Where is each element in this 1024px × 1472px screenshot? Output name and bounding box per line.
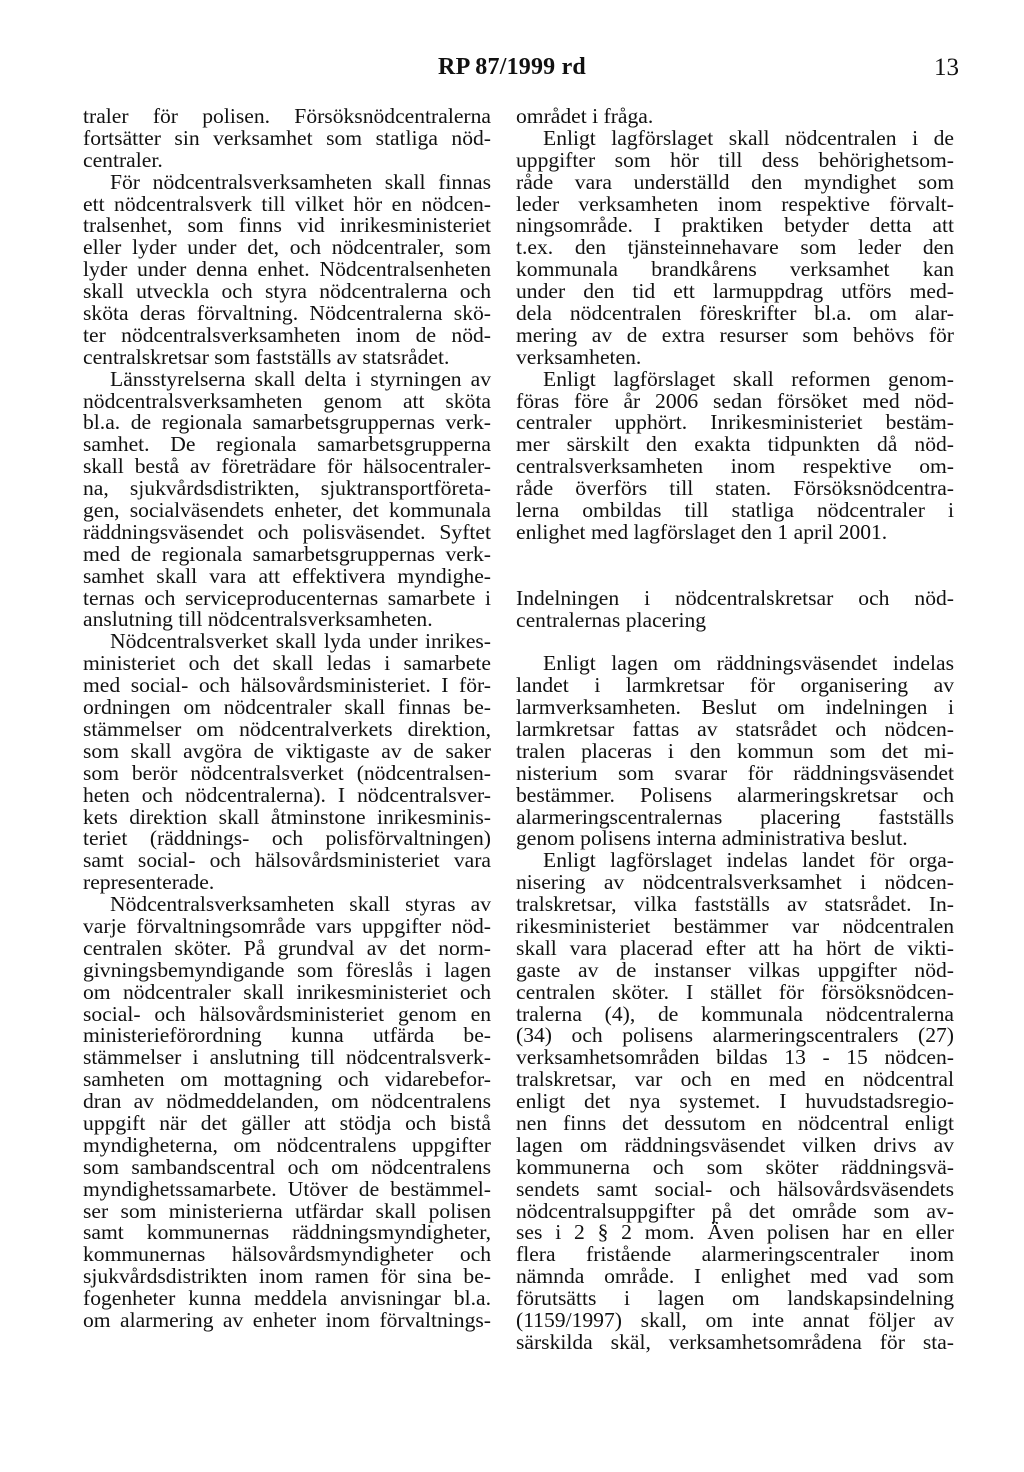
text-line: lerna ombildas till statliga nödcentraler i	[516, 498, 954, 523]
text-line: ministeriet och det skall ledas i samarbete	[83, 651, 491, 676]
text-line: Enligt lagförslaget skall reformen genom-	[543, 366, 954, 391]
text-line: ett nödcentralsverk till vilket hör en nödcen-	[83, 191, 491, 216]
text-line: traler för polisen. Försöksnödcentralerna	[83, 104, 491, 128]
text-line: skall utveckla och styra nödcentralerna och	[83, 279, 491, 304]
text-line: Enligt lagförslaget indelas landet för orga-	[543, 848, 954, 873]
text-line: gen, socialväsendets enheter, det kommunala	[83, 498, 491, 523]
text-line: myndighetssamarbete. Utöver de bestämmel-	[83, 1176, 491, 1201]
text-line: centralen sköter. På grundval av det norm-	[83, 935, 491, 960]
text-line: varje förvaltningsområde vars uppgifter nöd-	[83, 913, 491, 938]
text-line: tralskretsar, var och en med en nödcentral	[516, 1067, 954, 1092]
text-line: heten och nödcentralerna). I nödcentralsver-	[83, 782, 491, 807]
text-line: tralen placeras i den kommun som det mi-	[516, 738, 954, 763]
right-text-column	[516, 106, 954, 1354]
text-line: (1159/1997) skall, om inte annat följer av	[516, 1308, 954, 1332]
text-line: samhet skall vara att effektivera myndighe-	[83, 563, 491, 588]
text-line: som berör nödcentralsverket (nödcentralsen-	[83, 760, 491, 785]
text-line: eller lyder under det, och nödcentraler, som	[83, 235, 491, 260]
text-line: Indelningen i nödcentralskretsar och nöd-	[516, 585, 954, 610]
text-line: uppgift när det gäller att stödja och bistå	[83, 1110, 491, 1135]
text-line: larmverksamheten. Beslut om indelningen i	[516, 695, 954, 720]
text-line: social- och hälsovårdsministeriet genom en	[83, 1001, 491, 1026]
text-line: ter nödcentralsverksamheten inom de nöd-	[83, 322, 491, 347]
text-line: särskilda skäl, verksamhetsområdena för sta-	[516, 1329, 954, 1354]
text-line: tralsenhet, som finns vid inrikesministeriet	[83, 213, 491, 238]
text-line: kommunala brandkårens verksamhet kan	[516, 257, 954, 282]
text-line: mering av de extra resurser som behövs för	[516, 322, 954, 347]
text-line: dran av nödmeddelanden, om nödcentralens	[83, 1089, 491, 1114]
text-line: lagen om räddningsväsendet vilken drivs av	[516, 1132, 954, 1157]
text-line: anslutning till nödcentralsverksamheten.	[83, 607, 433, 632]
text-line: na, sjukvårdsdistrikten, sjuktransportföreta-	[83, 476, 491, 501]
text-line: leder verksamheten inom respektive förvalt-	[516, 191, 954, 216]
text-line: sendets samt social- och hälsovårdsväsendets	[516, 1176, 954, 1201]
text-line: Nödcentralsverksamheten skall styras av	[110, 892, 491, 917]
text-line: myndigheterna, om nödcentralens uppgifter	[83, 1132, 491, 1157]
text-line: enlighet med lagförslaget den 1 april 2001.	[516, 519, 888, 544]
text-line: t.ex. den tjänsteinnehavare som leder den	[516, 235, 954, 260]
paragraph-spacer	[516, 631, 954, 653]
text-line: föras före år 2006 sedan försöket med nöd-	[516, 388, 954, 413]
left-text-column	[83, 106, 491, 1332]
text-line: givningsbemyndigande som föreslås i lagen	[83, 957, 491, 982]
text-line: nödcentralsuppgifter på det område som av-	[516, 1198, 954, 1223]
text-line: nisering av nödcentralsverksamhet i nödcen-	[516, 870, 954, 895]
text-line: genom polisens interna administrativa beslut.	[516, 826, 908, 851]
text-line: samt kommunernas räddningsmyndigheter,	[83, 1220, 491, 1245]
paragraph-spacer	[516, 544, 954, 588]
text-line: bl.a. de regionala samarbetsgruppernas verk-	[83, 410, 491, 435]
page-number: 13	[934, 54, 959, 81]
text-line: under den tid ett larmuppdrag utförs med-	[516, 279, 954, 304]
text-line: centralskretsar som fastställs av statsrådet.	[83, 344, 450, 369]
text-line: råde överförs till staten. Försöksnödcentra-	[516, 476, 954, 501]
text-line: centraler upphört. Inrikesministeriet bestäm-	[516, 410, 954, 435]
text-line: dela nödcentralen föreskrifter bl.a. om alar-	[516, 301, 954, 326]
text-line: Enligt lagen om räddningsväsendet indelas	[543, 651, 954, 676]
text-line: gaste av de instanser vilkas uppgifter nöd-	[516, 957, 954, 982]
text-line: samhet. De regionala samarbetsgrupperna	[83, 432, 491, 457]
text-line: sjukvårdsdistrikten inom ramen för sina be-	[83, 1264, 491, 1289]
text-line: centralernas placering	[516, 607, 707, 632]
text-line: fortsätter sin verksamhet som statliga nöd-	[83, 125, 491, 150]
text-line: lyder under denna enhet. Nödcentralsenheten	[83, 257, 491, 282]
text-line: fogenheter kunna meddela anvisningar bl.a.	[83, 1286, 491, 1311]
text-line: stämmelser i anslutning till nödcentralsverk-	[83, 1045, 491, 1070]
text-line: ordningen om nödcentraler skall finnas be-	[83, 695, 491, 720]
text-line: uppgifter som hör till dess behörighetsom-	[516, 147, 954, 172]
text-line: För nödcentralsverksamheten skall finnas	[110, 169, 491, 194]
text-line: stämmelser om nödcentralverkets direktion,	[83, 716, 491, 741]
text-line: ningsområde. I praktiken betyder detta att	[516, 213, 954, 238]
text-line: nen finns det dessutom en nödcentral enligt	[516, 1110, 954, 1135]
text-line: verksamhetsområden bildas 13 - 15 nödcen-	[516, 1045, 954, 1070]
text-line: tralerna (4), de kommunala nödcentralerna	[516, 1001, 954, 1026]
text-line: alarmeringscentralernas placering fastställs	[516, 804, 954, 829]
text-line: ternas och serviceproducenternas samarbete i	[83, 585, 491, 610]
page-header	[0, 54, 1024, 90]
text-line: som sambandscentral och om nödcentralens	[83, 1154, 491, 1179]
text-line: representerade.	[83, 870, 215, 895]
text-line: bestämmer. Polisens alarmeringskretsar och	[516, 782, 954, 807]
text-line: enligt det nya systemet. I huvudstadsregio-	[516, 1089, 954, 1114]
text-line: nödcentralsverksamheten genom att sköta	[83, 388, 491, 413]
text-line: Länsstyrelserna skall delta i styrningen av	[110, 366, 491, 391]
text-line: om alarmering av enheter inom förvaltnings-	[83, 1307, 491, 1332]
text-line: samheten om mottagning och vidarebefor-	[83, 1067, 491, 1092]
text-line: ministerieförordning kunna utfärda be-	[83, 1023, 491, 1048]
text-line: centraler.	[83, 147, 163, 172]
text-line: råde vara underställd den myndighet som	[516, 169, 954, 194]
text-line: ses i 2 § 2 mom. Även polisen har en eller	[516, 1220, 954, 1245]
text-line: som skall avgöra de viktigaste av de saker	[83, 738, 491, 763]
text-line: kets direktion skall åtminstone inrikesminis-	[83, 804, 491, 829]
text-line: om nödcentraler skall inrikesministeriet och	[83, 979, 491, 1004]
text-line: kommunernas hälsovårdsmyndigheter och	[83, 1242, 491, 1267]
text-line: centralen sköter. I stället för försöksnödcen-	[516, 979, 954, 1004]
text-line: nämnda område. I enlighet med vad som	[516, 1264, 954, 1289]
text-line: (34) och polisens alarmeringscentralers (27)	[516, 1023, 954, 1048]
text-line: tralskretsar, vilka fastställs av statsrådet. In-	[516, 892, 954, 917]
text-line: ser som ministerierna utfärdar skall polisen	[83, 1198, 491, 1223]
text-line: nisterium som svarar för räddningsväsendet	[516, 760, 954, 785]
text-line: landet i larmkretsar för organisering av	[516, 673, 954, 698]
text-line: förutsätts i lagen om landskapsindelning	[516, 1286, 954, 1311]
text-line: verksamheten.	[516, 344, 642, 369]
text-line: centralsverksamheten inom respektive om-	[516, 454, 954, 479]
text-line: samt social- och hälsovårdsministeriet vara	[83, 848, 491, 873]
text-line: sköta deras förvaltning. Nödcentralerna skö-	[83, 301, 491, 326]
text-line: med de regionala samarbetsgruppernas verk-	[83, 541, 491, 566]
text-line: teriet (räddnings- och polisförvaltningen)	[83, 826, 491, 851]
text-line: Nödcentralsverket skall lyda under inrikes-	[110, 629, 491, 654]
text-line: räddningsväsendet och polisväsendet. Syftet	[83, 519, 491, 544]
text-line: skall bestå av företrädare för hälsocentraler-	[83, 454, 491, 479]
text-line: kommunerna och som sköter räddningsvä-	[516, 1154, 954, 1179]
text-line: Enligt lagförslaget skall nödcentralen i de	[543, 125, 954, 150]
text-line: larmkretsar fattas av statsrådet och nödcen-	[516, 716, 954, 741]
document-reference: RP 87/1999 rd	[438, 54, 586, 80]
text-line: skall vara placerad efter att ha hört de vikti-	[516, 935, 954, 960]
text-line: med social- och hälsovårdsministeriet. I för-	[83, 673, 491, 698]
text-line: flera fristående alarmeringscentraler inom	[516, 1242, 954, 1267]
text-line: mer särskilt den exakta tidpunkten då nöd-	[516, 432, 954, 457]
text-line: rikesministeriet bestämmer var nödcentralen	[516, 913, 954, 938]
text-line: området i fråga.	[516, 104, 654, 128]
